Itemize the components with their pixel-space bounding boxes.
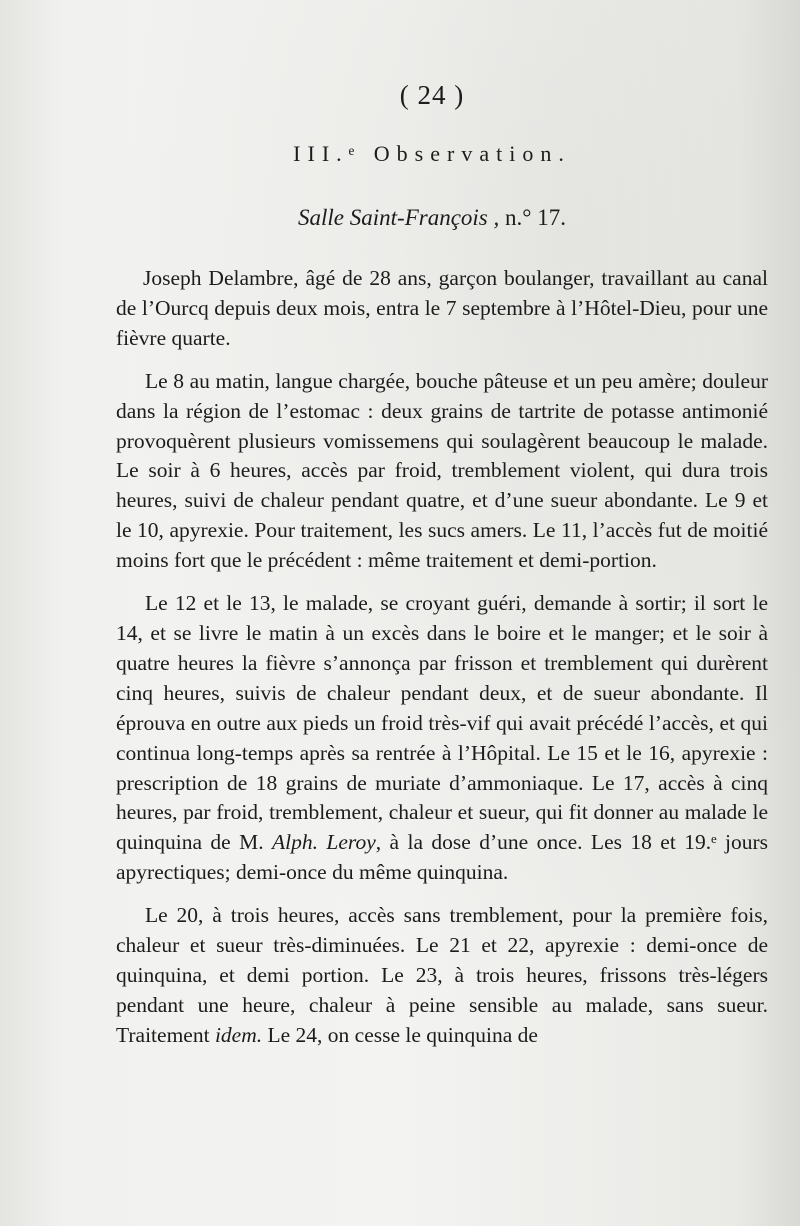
paragraph-1 [116,264,768,354]
ward-name: Salle Saint-François , [298,205,500,230]
paragraph-text: Joseph Delambre, âgé de 28 ans, garçon boulanger, travaillant au canal de l’Ourcq depuis deux mois, entra le 7 septembre à l’Hôtel-Dieu, pour une fièvre quarte. [116,266,768,350]
idem-italic: idem. [214,1022,263,1047]
paragraph-text: Le 24, on cesse le quinquina de [262,1022,538,1047]
author-name: Alph. Leroy [272,830,376,855]
paragraph-3 [116,589,768,888]
paragraph-text: Le 8 au matin, langue chargée, bouche pâteuse et un peu amère; douleur dans la région de l’estomac : deux grains de tartrite de potasse antimonié provoquèrent plusieurs vomissemens qui soulagèrent beaucoup le malade. Le soir à 6 heures, accès par froid, tremblement violent, qui dura trois heures, suivi de chaleur pendant quatre, et d’une sueur abondante. Le 9 et le 10, apyrexie. Pour traitement, les sucs amers. Le 11, l’accès fut de moitié moins fort que le précédent : même traitement et demi-portion. [116,368,768,573]
paragraph-text: Le 20, à trois heures, accès sans tremblement, pour la première fois, chaleur et sueur très-diminuées. Le 21 et 22, apyrexie : demi-once de quinquina, et demi portion. Le 23, à trois heures, frissons très-légers pendant une heure, chaleur à peine sensible au malade, sans sueur. Traitement [116,903,768,1047]
ward-subheading [0,205,800,231]
section-heading: III.ᵉ Observation. [293,141,571,166]
page-number: ( 24 ) [399,80,465,110]
paragraph-4 [116,901,768,1051]
observation-body [116,264,768,1051]
ward-number: n.° 17. [499,205,566,230]
paragraph-text: , à la dose d’une once. Les 18 et 19.ᵉ jours apyrectiques; demi-once du même quinquina. [116,830,769,885]
paragraph-2 [116,367,768,576]
paragraph-text: Le 12 et le 13, le malade, se croyant guéri, demande à sortir; il sort le 14, et se livre le matin à un excès dans le boire et le manger; et le soir à quatre heures la fièvre s’annonça par frisson et tremblement qui durèrent cinq heures, suivis de chaleur pendant deux, et de sueur abondante. Il éprouva en outre aux pieds un froid très-vif qui avait précédé l’accès, et qui continua long-temps après sa rentrée à l’Hôpital. Le 15 et le 16, apyrexie : prescription de 18 grains de muriate d’ammoniaque. Le 17, accès à cinq heures, par froid, tremblement, chaleur et sueur, qui fit donner au malade le quinquina de M. [116,591,768,855]
